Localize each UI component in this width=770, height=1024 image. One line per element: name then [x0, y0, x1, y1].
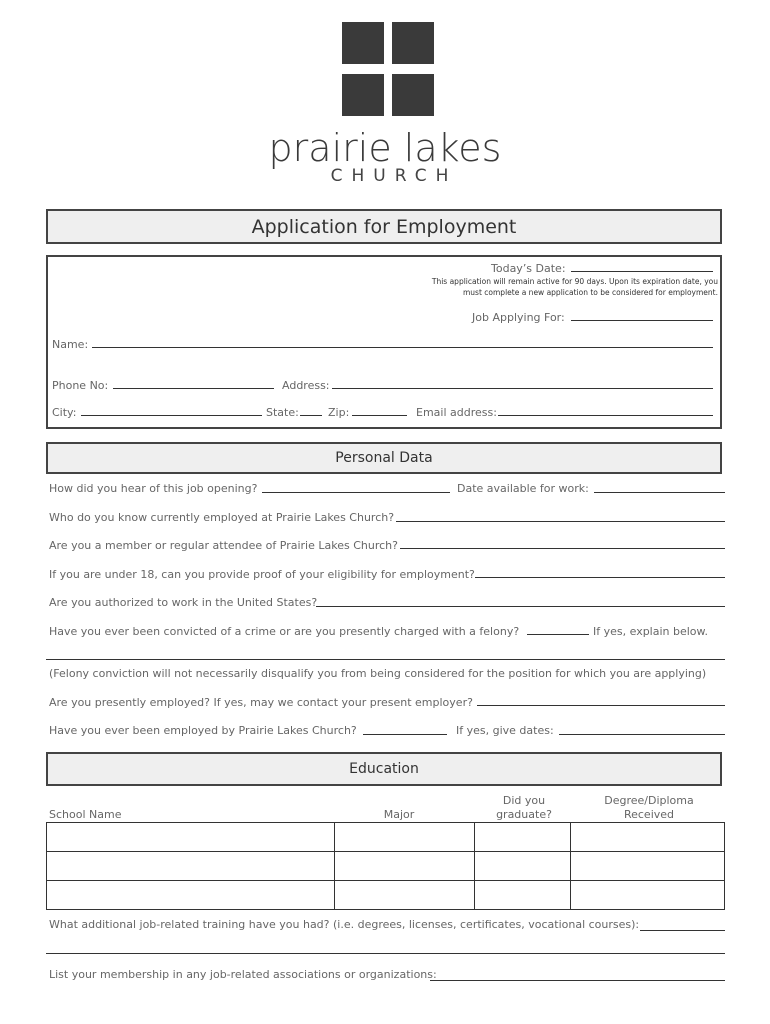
- section-personal-data: Personal Data: [46, 442, 722, 474]
- school-name-cell[interactable]: [47, 823, 335, 852]
- q-convicted-label: Have you ever been convicted of a crime or are you presently charged with a felony?: [49, 625, 520, 638]
- brand-subtitle: CHURCH: [330, 166, 458, 186]
- notice-line-2: must complete a new application to be considered for employment.: [463, 288, 718, 297]
- zip-label: Zip:: [328, 406, 350, 419]
- degree-cell[interactable]: [571, 823, 725, 852]
- q-employed-plc-field[interactable]: [363, 734, 447, 735]
- q-dates-label: If yes, give dates:: [456, 724, 554, 737]
- major-cell[interactable]: [334, 881, 475, 910]
- q-training-field[interactable]: [640, 930, 725, 931]
- col-school-name: School Name: [49, 808, 122, 821]
- q-convicted-field[interactable]: [527, 634, 589, 635]
- school-name-cell[interactable]: [47, 852, 335, 881]
- q-training-label: What additional job-related training have you had? (i.e. degrees, licenses, certificates, vocational courses):: [49, 918, 640, 931]
- q-dates-field[interactable]: [559, 734, 725, 735]
- email-field[interactable]: [498, 415, 713, 416]
- q-member-field[interactable]: [400, 548, 725, 549]
- q-available-field[interactable]: [594, 492, 725, 493]
- graduated-cell[interactable]: [475, 881, 571, 910]
- q-authorized-field[interactable]: [316, 606, 725, 607]
- q-membership-label: List your membership in any job-related associations or organizations:: [49, 968, 437, 981]
- todays-date-field[interactable]: [571, 271, 713, 272]
- address-label: Address:: [282, 379, 330, 392]
- graduated-cell[interactable]: [475, 852, 571, 881]
- zip-field[interactable]: [352, 415, 407, 416]
- address-field[interactable]: [332, 388, 713, 389]
- logo-square-bl: [342, 74, 384, 116]
- name-label: Name:: [52, 338, 89, 351]
- q-authorized-label: Are you authorized to work in the United States?: [49, 596, 318, 609]
- major-cell[interactable]: [334, 852, 475, 881]
- logo-square-tr: [392, 22, 434, 64]
- q-member-label: Are you a member or regular attendee of Prairie Lakes Church?: [49, 539, 398, 552]
- job-applying-field[interactable]: [571, 320, 713, 321]
- phone-field[interactable]: [113, 388, 274, 389]
- explain-field[interactable]: [46, 659, 725, 660]
- table-row: [47, 881, 725, 910]
- city-label: City:: [52, 406, 77, 419]
- graduated-cell[interactable]: [475, 823, 571, 852]
- q-explain-label: If yes, explain below.: [593, 625, 709, 638]
- state-field[interactable]: [300, 415, 322, 416]
- state-label: State:: [266, 406, 299, 419]
- q-hear-label: How did you hear of this job opening?: [49, 482, 258, 495]
- col-major: Major: [383, 808, 415, 821]
- col-degree-1: Degree/Diploma: [604, 794, 694, 807]
- table-row: [47, 852, 725, 881]
- city-field[interactable]: [81, 415, 262, 416]
- q-available-label: Date available for work:: [457, 482, 589, 495]
- degree-cell[interactable]: [571, 852, 725, 881]
- col-graduated-1: Did you: [502, 794, 546, 807]
- q-membership-field[interactable]: [430, 980, 725, 981]
- q-under18-label: If you are under 18, can you provide proof of your eligibility for employment?: [49, 568, 475, 581]
- q-know-label: Who do you know currently employed at Prairie Lakes Church?: [49, 511, 395, 524]
- logo-square-tl: [342, 22, 384, 64]
- notice-line-1: This application will remain active for 90 days. Upon its expiration date, you: [431, 277, 718, 286]
- q-under18-field[interactable]: [475, 577, 725, 578]
- degree-cell[interactable]: [571, 881, 725, 910]
- table-row: [47, 823, 725, 852]
- name-field[interactable]: [92, 347, 713, 348]
- section-education: Education: [46, 752, 722, 786]
- brand-name: prairie lakes: [268, 126, 502, 170]
- major-cell[interactable]: [334, 823, 475, 852]
- q-employed-label: Are you presently employed? If yes, may we contact your present employer?: [49, 696, 473, 709]
- phone-label: Phone No:: [52, 379, 109, 392]
- page-title: Application for Employment: [46, 209, 722, 244]
- col-graduated-2: graduate?: [496, 808, 552, 821]
- email-label: Email address:: [416, 406, 497, 419]
- logo-square-br: [392, 74, 434, 116]
- felony-note: (Felony conviction will not necessarily disqualify you from being considered for the position for which you are applying): [49, 667, 707, 680]
- col-degree-2: Received: [623, 808, 675, 821]
- q-hear-field[interactable]: [262, 492, 450, 493]
- q-know-field[interactable]: [396, 521, 725, 522]
- job-applying-label: Job Applying For:: [472, 311, 565, 324]
- todays-date-label: Today’s Date:: [491, 262, 566, 275]
- q-employed-field[interactable]: [477, 705, 725, 706]
- education-table: [46, 822, 725, 910]
- q-employed-plc-label: Have you ever been employed by Prairie Lakes Church?: [49, 724, 357, 737]
- school-name-cell[interactable]: [47, 881, 335, 910]
- training-field-line-2[interactable]: [46, 953, 725, 954]
